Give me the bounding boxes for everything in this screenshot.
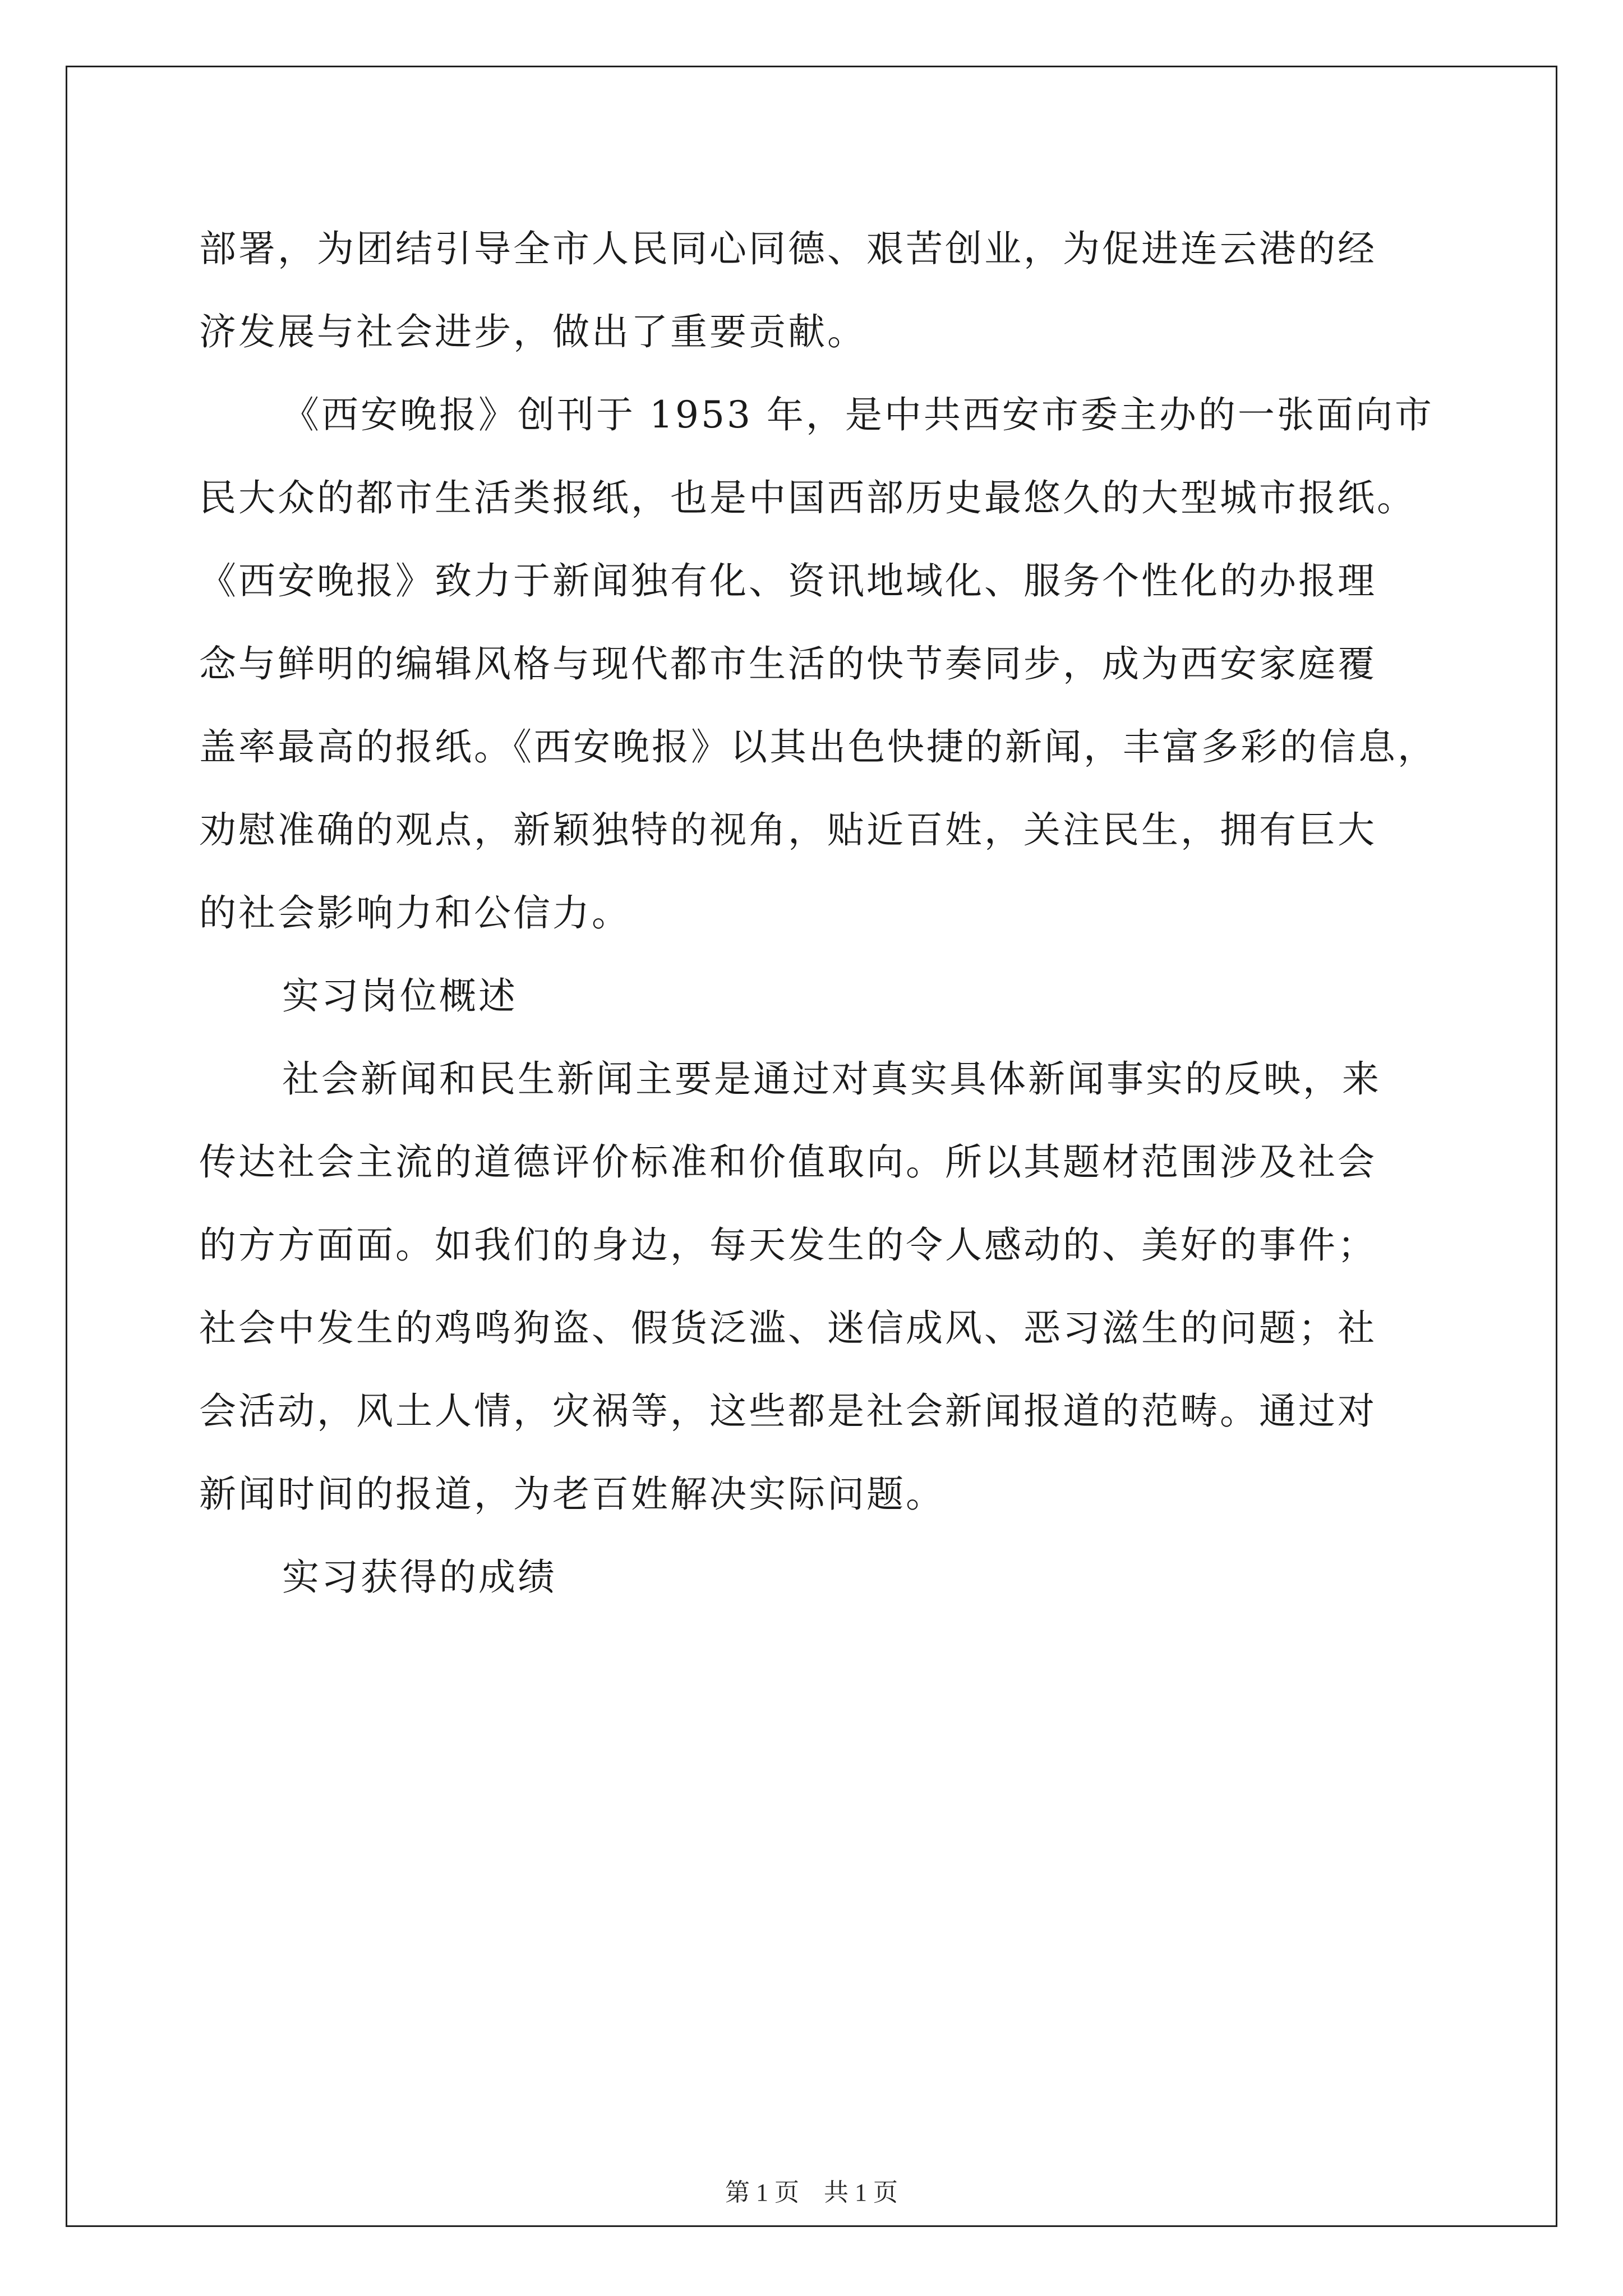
text-line: 济发展与社会进步，做出了重要贡献。 (199, 310, 866, 353)
text-line: 部署，为团结引导全市人民同心同德、艰苦创业，为促进连云港的经 (199, 227, 1377, 270)
document-body (199, 208, 1437, 1619)
text-line: 的方方面面。如我们的身边，每天发生的令人感动的、美好的事件； (199, 1223, 1377, 1267)
section-heading: 实习获得的成绩 (282, 1556, 557, 1599)
text-line: 传达社会主流的道德评价标准和价值取向。所以其题材范围涉及社会 (199, 1140, 1377, 1184)
text-line: 的社会影响力和公信力。 (199, 891, 631, 935)
text-line: 《西安晚报》致力于新闻独有化、资讯地域化、服务个性化的办报理 (199, 559, 1377, 602)
text-line: 新闻时间的报道，为老百姓解决实际问题。 (199, 1473, 945, 1516)
text-line: 念与鲜明的编辑风格与现代都市生活的快节奏同步，成为西安家庭覆 (199, 642, 1377, 685)
page-footer (0, 2172, 1623, 2208)
text-line: 社会中发生的鸡鸣狗盗、假货泛滥、迷信成风、恶习滋生的问题；社 (199, 1306, 1377, 1350)
text-line: 民大众的都市生活类报纸，也是中国西部历史最悠久的大型城市报纸。 (199, 476, 1416, 519)
text-line: 盖率最高的报纸。《西安晚报》以其出色快捷的新闻，丰富多彩的信息， (199, 725, 1437, 769)
text-line: 劝慰准确的观点，新颖独特的视角，贴近百姓，关注民生，拥有巨大 (199, 808, 1377, 852)
page-total: 共 1 页 (824, 2179, 898, 2206)
paragraph-start-line: 《西安晚报》创刊于 1953 年，是中共西安市委主办的一张面向市 (282, 393, 1434, 436)
section-heading: 实习岗位概述 (282, 974, 518, 1018)
page-number: 第 1 页 (725, 2179, 799, 2206)
paragraph-start-line: 社会新闻和民生新闻主要是通过对真实具体新闻事实的反映，来 (282, 1057, 1381, 1101)
text-line: 会活动，风土人情，灾祸等，这些都是社会新闻报道的范畴。通过对 (199, 1389, 1377, 1433)
